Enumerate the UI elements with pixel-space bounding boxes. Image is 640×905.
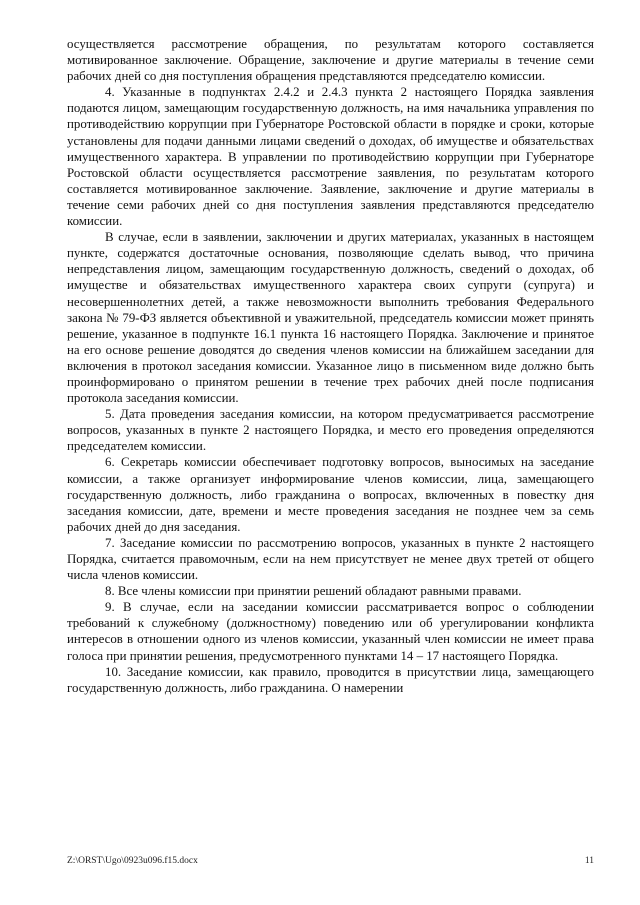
paragraph-continuation: осуществляется рассмотрение обращения, по результатам которого составляется мотивированное заключение. Обращение, заключение и другие материалы в течение семи рабочих дней со дня поступления обращения представляются председателю комиссии.: [67, 37, 594, 84]
paragraph-item-4: 4. Указанные в подпунктах 2.4.2 и 2.4.3 пункта 2 настоящего Порядка заявления подаются лицом, замещающим государственную должность, на имя начальника управления по противодействию коррупции при Губернаторе Ростовской области в порядке и сроки, которые установлены для подачи данными лицами сведений о доходах, об имуществе и обязательствах имущественного характера. В управлении по противодействию коррупции при Губернаторе Ростовской области осуществляется рассмотрение заявления, по результатам которого составляется мотивированное заключение. Заявление, заключение и другие материалы в течение семи рабочих дней со дня поступления заявления представляются председателю комиссии.: [67, 85, 594, 229]
document-body: [67, 36, 594, 696]
paragraph-item-7: 7. Заседание комиссии по рассмотрению вопросов, указанных в пункте 2 настоящего Порядка, считается правомочным, если на нем присутствует не менее двух третей от общего числа членов комиссии.: [67, 535, 594, 583]
paragraph-item-4-case: В случае, если в заявлении, заключении и других материалах, указанных в настоящем пункте, содержатся достаточные основания, позволяющие сделать вывод, что причина непредставления лицом, замещающим государственную должность, сведений о доходах, об имуществе и обязательствах имущественного характера своих супруги (супруга) и несовершеннолетних детей, а также невозможности выполнить требования Федерального закона № 79-ФЗ является объективной и уважительной, председатель комиссии может принять решение, указанное в подпункте 16.1 пункта 16 настоящего Порядка. Заключение и принятое на его основе решение доводятся до сведения членов комиссии на ближайшем заседании для включения в протокол заседания комиссии. Указанное лицо в письменном виде должно быть проинформировано о принятом решении в течение трех рабочих дней после подписания протокола заседания комиссии.: [67, 230, 594, 406]
paragraph-item-9: 9. В случае, если на заседании комиссии рассматривается вопрос о соблюдении требований к служебному (должностному) поведению или об урегулировании конфликта интересов в отношении одного из членов комиссии, указанный член комиссии не имеет права голоса при принятии решения, предусмотренного пунктами 14 – 17 настоящего Порядка.: [67, 600, 594, 663]
file-path: Z:\ORST\Ugo\0923u096.f15.docx: [67, 856, 198, 866]
paragraph-item-10: 10. Заседание комиссии, как правило, проводится в присутствии лица, замещающего государственную должность, либо гражданина. О намерении: [67, 664, 594, 695]
paragraph-item-6: 6. Секретарь комиссии обеспечивает подготовку вопросов, выносимых на заседание комиссии, а также организует информирование членов комиссии, лица, замещающего государственную должность, либо гражданина о вопросах, включенных в повестку дня заседания комиссии, дате, времени и месте проведения заседания не позднее чем за семь рабочих дней до дня заседания.: [67, 455, 594, 534]
paragraph-item-5: 5. Дата проведения заседания комиссии, на котором предусматривается рассмотрение вопросов, указанных в пункте 2 настоящего Порядка, и место его проведения определяются председателем комиссии.: [67, 407, 594, 454]
page-number: 11: [584, 856, 594, 866]
paragraph-item-8: 8. Все члены комиссии при принятии решений обладают равными правами.: [105, 584, 522, 599]
